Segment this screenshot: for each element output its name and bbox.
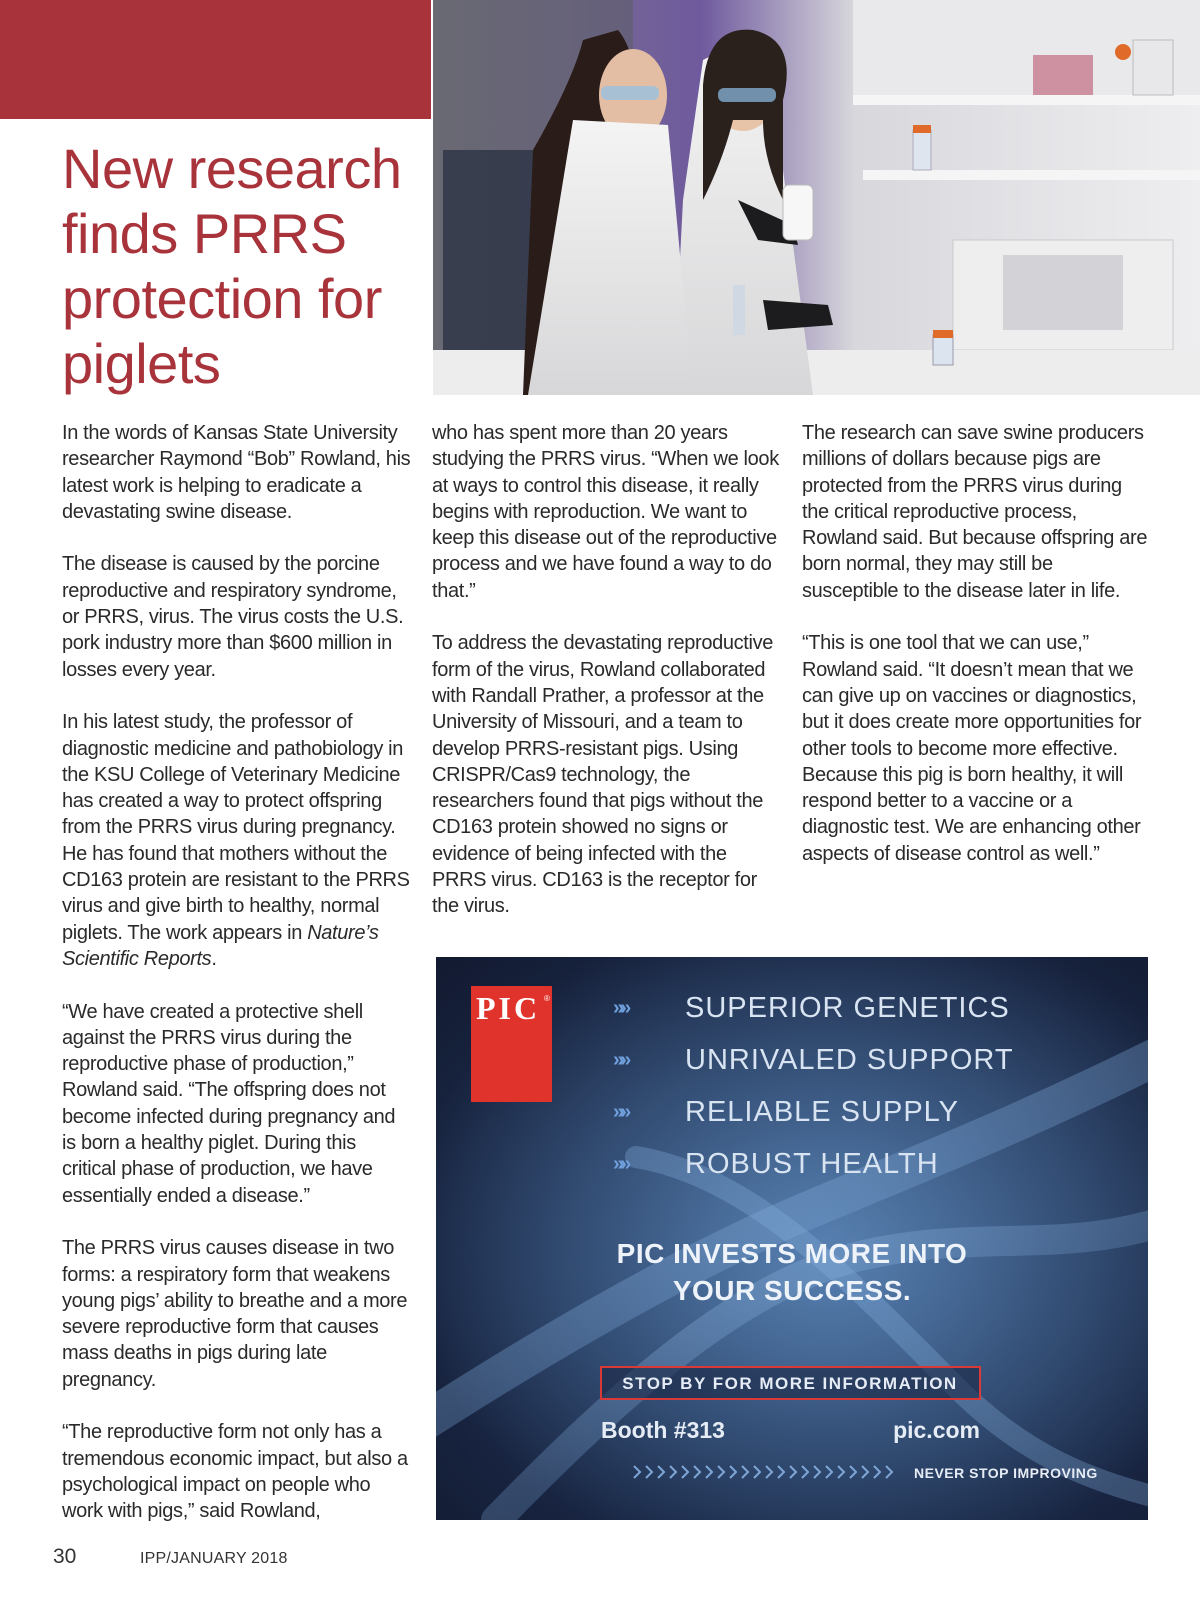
ad-headline-line-2: YOUR SUCCESS. bbox=[672, 1275, 912, 1306]
triple-chevron-icon: »» bbox=[613, 1153, 628, 1175]
paragraph: To address the devastating reproductive form of the virus, Rowland collaborated with Randall Prather, a professor at the University of Missouri, and a team to develop PRRS-resistant pigs. Using CRISPR/Cas9 technology, the researchers found that pigs without the CD163 protein showed no signs or evidence of being infected with the PRRS virus. CD163 is the receptor for the virus. bbox=[432, 632, 774, 918]
article-column-1 bbox=[62, 420, 412, 1524]
paragraph-end: . bbox=[211, 947, 217, 970]
ad-tagline: NEVER STOP IMPROVING bbox=[914, 1465, 1098, 1481]
paragraph: “The reproductive form not only has a tremendous economic impact, but also a psychological impact on people who work with pigs,” said Rowland, bbox=[62, 1421, 408, 1523]
bullet-reliable-supply: RELIABLE SUPPLY bbox=[685, 1096, 959, 1128]
ad-headline-line-1: PIC INVESTS MORE INTO bbox=[616, 1238, 968, 1269]
header-color-block bbox=[0, 0, 431, 119]
paragraph: The PRRS virus causes disease in two forms: a respiratory form that weakens young pigs’ ability to breathe and a more severe reproductive form that causes mass deaths in pigs during late pregnancy. bbox=[62, 1237, 408, 1391]
lab-researchers-photo bbox=[433, 0, 1200, 395]
journal-title: Nature’s Scientific Reports bbox=[62, 921, 379, 970]
bullet-robust-health: ROBUST HEALTH bbox=[685, 1148, 939, 1180]
ad-artwork bbox=[436, 957, 1148, 1520]
paragraph-text: In his latest study, the professor of diagnostic medicine and pathobiology in the KSU College of Veterinary Medicine has created a way to protect offspring from the PRRS virus during pregnancy. He has found that mothers without the CD163 protein are resistant to the PRRS virus and give birth to healthy, normal piglets. The work appears in bbox=[62, 711, 410, 944]
triple-chevron-icon: »» bbox=[613, 997, 628, 1019]
article-column-3 bbox=[802, 420, 1152, 867]
pic-advertisement bbox=[436, 957, 1148, 1520]
paragraph: The disease is caused by the porcine reproductive and respiratory syndrome, or PRRS, virus. The virus costs the U.S. pork industry more than $600 million in losses every year. bbox=[62, 553, 404, 681]
paragraph bbox=[62, 709, 412, 972]
page-number: 30 bbox=[53, 1545, 77, 1568]
paragraph: who has spent more than 20 years studying the PRRS virus. “When we look at ways to control this disease, it really begins with reproduction. We want to keep this disease out of the reproductive process and we have found a way to do that.” bbox=[432, 422, 779, 602]
paragraph: “We have created a protective shell against the PRRS virus during the reproductive phase of production,” Rowland said. “The offspring does not become infected during pregnancy and is born a healthy piglet. During this critical phase of production, we have essentially ended a disease.” bbox=[62, 1000, 396, 1207]
article-headline: New research finds PRRS protection for piglets bbox=[62, 137, 402, 395]
website-link[interactable]: pic.com bbox=[893, 1417, 980, 1443]
booth-number: Booth #313 bbox=[601, 1417, 725, 1443]
photo-illustration bbox=[433, 0, 1200, 395]
bullet-superior-genetics: SUPERIOR GENETICS bbox=[685, 992, 1010, 1024]
paragraph: In the words of Kansas State University researcher Raymond “Bob” Rowland, his latest work is helping to eradicate a devastating swine disease. bbox=[62, 422, 411, 523]
paragraph: “This is one tool that we can use,” Rowland said. “It doesn’t mean that we can give up on vaccines or diagnostics, but it does create more opportunities for other tools to become more effective. Because this pig is born healthy, it will respond better to a vaccine or a diagnostic test. We are enhancing other aspects of disease control as well.” bbox=[802, 632, 1142, 865]
bullet-unrivaled-support: UNRIVALED SUPPORT bbox=[685, 1044, 1014, 1076]
triple-chevron-icon: »» bbox=[613, 1101, 628, 1123]
paragraph: The research can save swine producers millions of dollars because pigs are protected from the PRRS virus during the critical reproductive process, Rowland said. But because offspring are born normal, they may still be susceptible to the disease later in life. bbox=[802, 422, 1148, 602]
triple-chevron-icon: »» bbox=[613, 1049, 628, 1071]
article-column-2 bbox=[432, 420, 782, 920]
registered-mark: ® bbox=[544, 994, 550, 1003]
publication-issue: IPP/JANUARY 2018 bbox=[140, 1550, 288, 1567]
pic-logo-text: PIC bbox=[476, 990, 541, 1026]
cta-text: STOP BY FOR MORE INFORMATION bbox=[622, 1374, 958, 1393]
